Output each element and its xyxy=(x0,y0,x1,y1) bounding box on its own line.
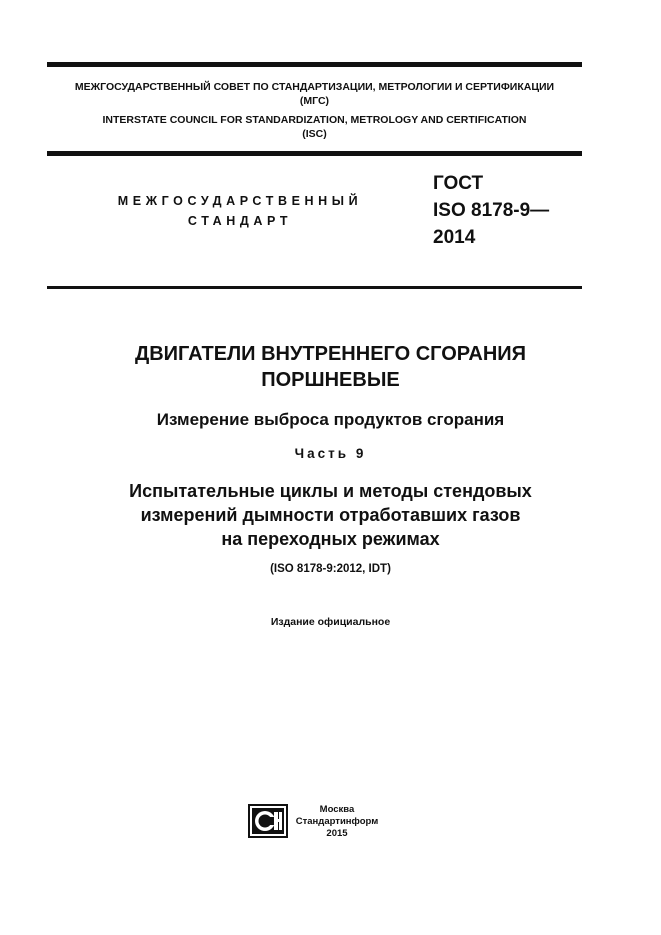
subtitle: Измерение выброса продуктов сгорания xyxy=(156,410,505,429)
standard-label-line1: МЕЖГОСУДАРСТВЕННЫЙ xyxy=(117,194,363,208)
council-name-en xyxy=(47,113,582,141)
standard-label-line2: СТАНДАРТ xyxy=(187,214,293,228)
publisher-city: Москва xyxy=(319,804,355,815)
publisher-name: Стандартинформ xyxy=(295,816,379,827)
main-title-line1: ДВИГАТЕЛИ ВНУТРЕННЕГО СГОРАНИЯ xyxy=(134,343,527,365)
part-number: Часть 9 xyxy=(294,446,367,461)
gost-designation-line2: ISO 8178-9— xyxy=(433,200,550,221)
top-divider xyxy=(47,62,582,67)
lower-divider xyxy=(47,286,582,289)
standartinform-logo-icon xyxy=(248,804,288,838)
council-ru-text: МЕЖГОСУДАРСТВЕННЫЙ СОВЕТ ПО СТАНДАРТИЗАЦИИ, МЕТРОЛОГИИ И СЕРТИФИКАЦИИ xyxy=(74,81,555,93)
middle-divider xyxy=(47,151,582,156)
part-title-line3: на переходных режимах xyxy=(221,529,440,549)
council-en-text: INTERSTATE COUNCIL FOR STANDARDIZATION, METROLOGY AND CERTIFICATION xyxy=(102,114,527,126)
main-title-line2: ПОРШНЕВЫЕ xyxy=(261,369,400,391)
council-name-ru xyxy=(47,80,582,108)
publisher-year: 2015 xyxy=(326,828,348,839)
council-en-abbr: (ISC) xyxy=(302,128,327,140)
gost-designation-line3: 2014 xyxy=(433,227,476,248)
council-ru-abbr: (МГС) xyxy=(299,95,330,107)
part-title-line2: измерений дымности отработавших газов xyxy=(140,505,521,525)
part-title-line1: Испытательные циклы и методы стендовых xyxy=(129,481,532,501)
gost-designation-line1: ГОСТ xyxy=(433,173,484,194)
edition-note: Издание официальное xyxy=(270,616,391,628)
iso-reference: (ISO 8178-9:2012, IDT) xyxy=(270,563,391,575)
